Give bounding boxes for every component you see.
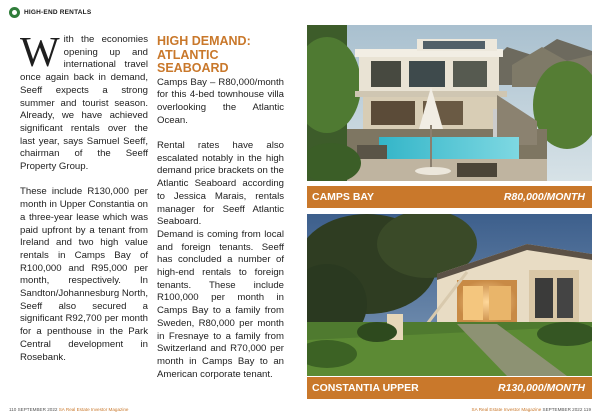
- subheading: HIGH DEMAND: ATLANTIC SEABOARD: [157, 34, 251, 75]
- intro-text: ith the economies opening up and international travel once again back in demand, Seeff expects a strong summer and tourist season. Already, we have achieved significant rentals over the last year, says Samuel Seeff, chairman of the Seeff Property Group.: [20, 34, 148, 173]
- caption-price: R130,000/MONTH: [498, 382, 585, 394]
- article-column-left: [20, 30, 149, 377]
- camps-bay-caption: [307, 186, 592, 208]
- rentals-paragraph: These include R130,000 per month in Upper Constantia on a three-year lease which was paid upfront by a tenant from Ireland and two high value rentals in Camps Bay of R100,000 and R95,000 per month, respectively. In Sandton/Johannesburg North, Seeff also secured a significant R92,700 per month for a penthouse in the Park Central development in Rosebank.: [20, 186, 149, 363]
- footer-right: [472, 407, 591, 412]
- caption-location: CONSTANTIA UPPER: [312, 382, 419, 394]
- magazine-name-left: SA Real Estate Investor Magazine: [58, 407, 129, 412]
- rental-rates-paragraph: Rental rates have also escalated notably in the high demand price brackets on the Atlantic Seaboard according to Jessica Marais, rentals manager for Seeff Atlantic Seaboard.: [157, 140, 284, 228]
- camps-bay-villa-photo: [307, 25, 592, 181]
- footer-left: [9, 407, 128, 412]
- caption-price: R80,000/MONTH: [503, 191, 585, 203]
- section-header: [9, 5, 91, 19]
- page-number-left: 110: [9, 407, 17, 412]
- demand-paragraph: Demand is coming from local and foreign tenants. Seeff has concluded a number of high-end rentals to foreign tenants. These include R100,000 per month in Camps Bay to a family from Sweden, R80,000 per month in Fresnaye to a family from Switzerland and R70,000 per month in Camps Bay to an American corporate tenant.: [157, 228, 284, 380]
- caption-location: CAMPS BAY: [312, 191, 375, 203]
- drop-cap: W: [20, 30, 60, 76]
- section-title: HIGH-END RENTALS: [24, 8, 92, 16]
- issue-date-left: SEPTEMBER 2022: [17, 407, 58, 412]
- article-column-middle: [157, 35, 284, 394]
- page-number-right: 119: [583, 407, 591, 412]
- constantia-upper-house-photo: [307, 214, 592, 376]
- issue-date-right: SEPTEMBER 2022: [542, 407, 583, 412]
- magazine-name-right: SA Real Estate Investor Magazine: [471, 407, 542, 412]
- section-badge-icon: [9, 7, 20, 18]
- constantia-upper-caption: [307, 377, 592, 399]
- photo-description-paragraph: Camps Bay – R80,000/month for this 4-bed townhouse villa overlooking the Atlantic Ocean.: [157, 76, 284, 126]
- intro-paragraph: [20, 30, 148, 174]
